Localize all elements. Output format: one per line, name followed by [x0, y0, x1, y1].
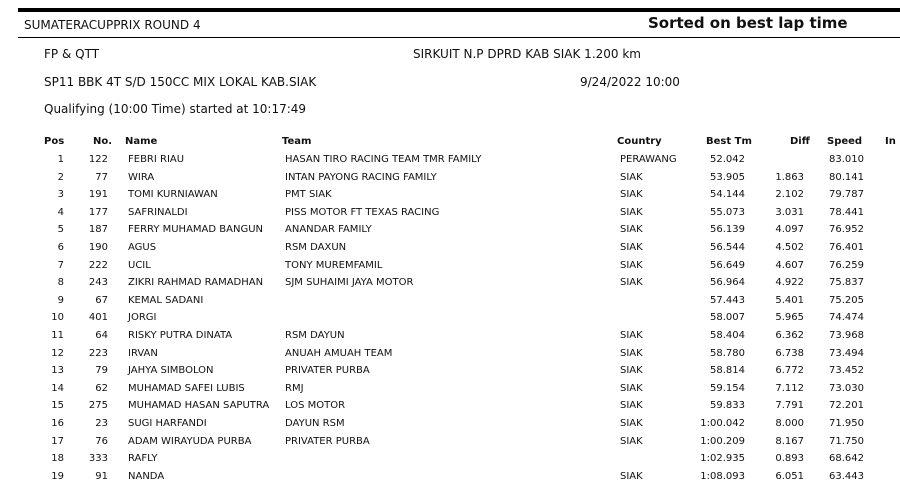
team-cell: HASAN TIRO RACING TEAM TMR FAMILY [285, 154, 482, 165]
pos-cell: 14 [51, 382, 64, 394]
country-cell: SIAK [620, 470, 643, 482]
number-cell: 67 [95, 294, 108, 306]
class-label: SP11 BBK 4T S/D 150CC MIX LOKAL KAB.SIAK [44, 75, 317, 89]
pos-cell: 2 [57, 171, 64, 183]
number-cell: 191 [88, 189, 108, 201]
table-row [0, 311, 900, 329]
speed-cell: 79.787 [829, 189, 864, 201]
col-diff: Diff [790, 136, 810, 147]
pos-cell: 13 [51, 365, 64, 377]
country-cell: SIAK [620, 277, 643, 289]
qualifying-label: Qualifying (10:00 Time) started at 10:17:49 [44, 102, 307, 116]
pos-cell: 5 [57, 224, 64, 236]
speed-cell: 68.642 [829, 453, 864, 465]
team-cell: INTAN PAYONG RACING FAMILY [285, 171, 437, 183]
col-name: Name [125, 136, 158, 147]
name-cell: JAHYA SIMBOLON [128, 365, 214, 377]
name-cell: MUHAMAD HASAN SAPUTRA [128, 400, 270, 412]
best-time-cell: 59.154 [710, 382, 745, 394]
team-cell: SJM SUHAIMI JAYA MOTOR [285, 277, 414, 289]
country-cell: SIAK [620, 171, 643, 183]
table-row [0, 223, 900, 241]
country-cell: SIAK [620, 347, 643, 359]
speed-cell: 75.837 [829, 277, 864, 289]
diff-cell: 4.097 [775, 224, 804, 236]
name-cell: FERRY MUHAMAD BANGUN [128, 224, 263, 236]
best-time-cell: 55.073 [710, 206, 745, 218]
country-cell: SIAK [620, 435, 643, 447]
diff-cell: 7.791 [775, 400, 804, 412]
diff-cell: 6.738 [775, 347, 804, 359]
col-speed: Speed [827, 136, 863, 147]
country-cell: SIAK [620, 189, 643, 201]
country-cell: SIAK [620, 329, 643, 341]
pos-cell: 16 [51, 417, 64, 429]
country-cell: SIAK [620, 400, 643, 412]
col-team: Team [282, 136, 312, 147]
col-no: No. [93, 136, 113, 147]
number-cell: 77 [95, 171, 108, 183]
country-cell: SIAK [620, 417, 643, 429]
diff-cell: 0.893 [775, 453, 804, 465]
name-cell: FEBRI RIAU [128, 154, 185, 165]
speed-cell: 73.494 [829, 347, 864, 359]
best-time-cell: 57.443 [710, 294, 745, 306]
best-time-cell: 56.649 [710, 259, 745, 271]
table-row [0, 276, 900, 294]
pos-cell: 9 [57, 294, 64, 306]
table-row [0, 470, 900, 488]
name-cell: RAFLY [128, 453, 158, 465]
number-cell: 76 [95, 435, 108, 447]
speed-cell: 75.205 [829, 294, 864, 306]
best-time-cell: 58.007 [710, 312, 745, 324]
col-pos: Pos [44, 136, 65, 147]
top-rule [18, 8, 900, 12]
best-time-cell: 58.404 [710, 329, 745, 341]
diff-cell: 8.167 [775, 435, 804, 447]
country-cell: SIAK [620, 382, 643, 394]
name-cell: IRVAN [128, 347, 158, 359]
speed-cell: 74.474 [829, 312, 864, 324]
name-cell: JORGI [128, 312, 157, 324]
team-cell: PISS MOTOR FT TEXAS RACING [285, 206, 440, 218]
results-table [0, 153, 900, 487]
speed-cell: 71.950 [829, 417, 864, 429]
speed-cell: 73.452 [829, 365, 864, 377]
table-row [0, 347, 900, 365]
col-in: In [885, 136, 896, 147]
table-row [0, 364, 900, 382]
table-row [0, 241, 900, 259]
number-cell: 243 [88, 277, 108, 289]
circuit-label: SIRKUIT N.P DPRD KAB SIAK 1.200 km [413, 47, 641, 61]
best-time-cell: 53.905 [710, 171, 745, 183]
number-cell: 23 [95, 417, 108, 429]
pos-cell: 3 [57, 189, 64, 201]
diff-cell: 1.863 [775, 171, 804, 183]
speed-cell: 73.968 [829, 329, 864, 341]
name-cell: MUHAMAD SAFEI LUBIS [128, 382, 245, 394]
diff-cell: 4.922 [775, 277, 804, 289]
best-time-cell: 58.780 [710, 347, 745, 359]
pos-cell: 8 [57, 277, 64, 289]
table-row [0, 399, 900, 417]
table-header [0, 136, 900, 150]
best-time-cell: 1:00.209 [700, 435, 745, 447]
number-cell: 177 [88, 206, 108, 218]
session-label: FP & QTT [44, 47, 100, 61]
speed-cell: 73.030 [829, 382, 864, 394]
team-cell: LOS MOTOR [285, 400, 346, 412]
table-row [0, 171, 900, 189]
name-cell: SUGI HARFANDI [128, 417, 207, 429]
best-time-cell: 56.964 [710, 277, 745, 289]
pos-cell: 10 [51, 312, 64, 324]
table-row [0, 153, 900, 171]
table-row [0, 329, 900, 347]
diff-cell: 5.401 [775, 294, 804, 306]
speed-cell: 76.952 [829, 224, 864, 236]
name-cell: RISKY PUTRA DINATA [128, 329, 233, 341]
speed-cell: 80.141 [829, 171, 864, 183]
diff-cell: 4.607 [775, 259, 804, 271]
pos-cell: 7 [57, 259, 64, 271]
diff-cell: 3.031 [775, 206, 804, 218]
name-cell: KEMAL SADANI [128, 294, 204, 306]
table-row [0, 294, 900, 312]
table-row [0, 435, 900, 453]
diff-cell: 7.112 [775, 382, 804, 394]
team-cell: RSM DAXUN [285, 241, 347, 253]
team-cell: ANANDAR FAMILY [285, 224, 372, 236]
name-cell: UCIL [128, 259, 151, 271]
name-cell: ADAM WIRAYUDA PURBA [128, 435, 252, 447]
speed-cell: 76.401 [829, 241, 864, 253]
number-cell: 64 [95, 329, 108, 341]
table-row [0, 382, 900, 400]
speed-cell: 76.259 [829, 259, 864, 271]
pos-cell: 12 [51, 347, 64, 359]
diff-cell: 6.362 [775, 329, 804, 341]
diff-cell: 5.965 [775, 312, 804, 324]
diff-cell: 6.051 [775, 470, 804, 482]
diff-cell: 2.102 [775, 189, 804, 201]
name-cell: WIRA [128, 171, 155, 183]
number-cell: 275 [88, 400, 108, 412]
best-time-cell: 1:02.935 [700, 453, 745, 465]
table-row [0, 417, 900, 435]
pos-cell: 18 [51, 453, 64, 465]
pos-cell: 4 [57, 206, 64, 218]
table-row [0, 452, 900, 470]
team-cell: DAYUN RSM [285, 417, 345, 429]
country-cell: SIAK [620, 224, 643, 236]
pos-cell: 15 [51, 400, 64, 412]
best-time-cell: 54.144 [710, 189, 745, 201]
diff-cell: 4.502 [775, 241, 804, 253]
team-cell: RMJ [285, 382, 304, 394]
team-cell: RSM DAYUN [285, 329, 345, 341]
table-row [0, 259, 900, 277]
event-title: SUMATERACUPPRIX ROUND 4 [24, 18, 201, 32]
speed-cell: 78.441 [829, 206, 864, 218]
number-cell: 401 [88, 312, 108, 324]
sort-label: Sorted on best lap time [648, 14, 848, 32]
team-cell: PMT SIAK [285, 189, 332, 201]
datetime-label: 9/24/2022 10:00 [580, 75, 680, 89]
col-country: Country [617, 136, 662, 147]
team-cell: PRIVATER PURBA [285, 435, 370, 447]
name-cell: NANDA [128, 470, 165, 482]
speed-cell: 63.443 [829, 470, 864, 482]
name-cell: TOMI KURNIAWAN [128, 189, 218, 201]
number-cell: 222 [88, 259, 108, 271]
team-cell: PRIVATER PURBA [285, 365, 370, 377]
table-row [0, 188, 900, 206]
team-cell: TONY MUREMFAMIL [285, 259, 383, 271]
pos-cell: 17 [51, 435, 64, 447]
number-cell: 333 [88, 453, 108, 465]
best-time-cell: 58.814 [710, 365, 745, 377]
country-cell: SIAK [620, 365, 643, 377]
number-cell: 190 [88, 241, 108, 253]
diff-cell: 6.772 [775, 365, 804, 377]
country-cell: PERAWANG [620, 154, 677, 165]
header-rule [18, 37, 900, 38]
country-cell: SIAK [620, 241, 643, 253]
name-cell: SAFRINALDI [128, 206, 188, 218]
best-time-cell: 1:08.093 [700, 470, 745, 482]
best-time-cell: 56.544 [710, 241, 745, 253]
number-cell: 187 [88, 224, 108, 236]
pos-cell: 11 [51, 329, 64, 341]
pos-cell: 1 [57, 154, 64, 165]
speed-cell: 72.201 [829, 400, 864, 412]
team-cell: ANUAH AMUAH TEAM [285, 347, 393, 359]
number-cell: 62 [95, 382, 108, 394]
country-cell: SIAK [620, 206, 643, 218]
best-time-cell: 1:00.042 [700, 417, 745, 429]
number-cell: 79 [95, 365, 108, 377]
number-cell: 91 [95, 470, 108, 482]
name-cell: ZIKRI RAHMAD RAMADHAN [128, 277, 264, 289]
best-time-cell: 59.833 [710, 400, 745, 412]
pos-cell: 6 [57, 241, 64, 253]
best-time-cell: 52.042 [710, 154, 745, 165]
speed-cell: 83.010 [829, 154, 864, 165]
number-cell: 122 [88, 154, 108, 165]
country-cell: SIAK [620, 259, 643, 271]
col-best-time: Best Tm [706, 136, 752, 147]
table-row [0, 206, 900, 224]
pos-cell: 19 [51, 470, 64, 482]
number-cell: 223 [88, 347, 108, 359]
speed-cell: 71.750 [829, 435, 864, 447]
diff-cell: 8.000 [775, 417, 804, 429]
best-time-cell: 56.139 [710, 224, 745, 236]
name-cell: AGUS [128, 241, 157, 253]
